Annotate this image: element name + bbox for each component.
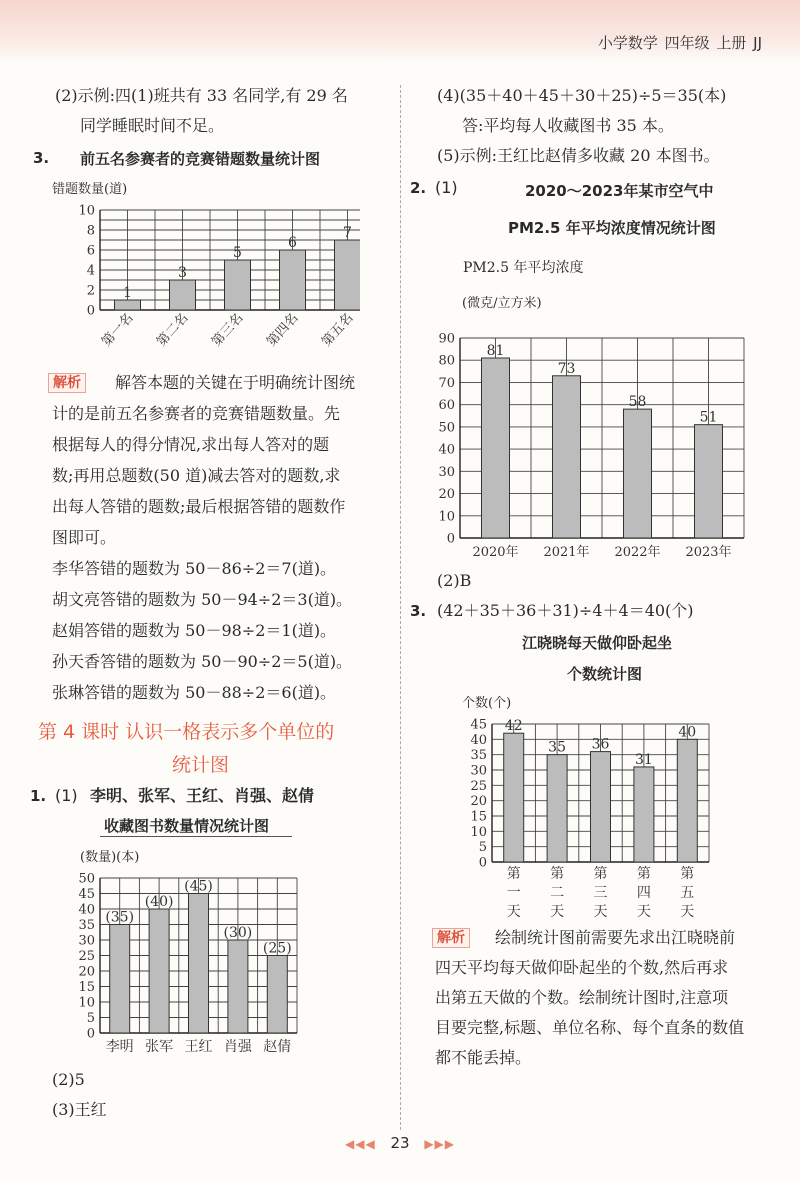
bar (225, 260, 251, 310)
answer-line: (4)(35＋40＋45＋30＋25)÷5＝35(本) (437, 86, 727, 105)
y-tick-label: 35 (78, 918, 95, 933)
bar (547, 755, 567, 862)
category-label: 李明 (105, 1039, 134, 1055)
header-text: 小学数学 四年级 上册 JJ (597, 34, 762, 52)
category-label: 第四名 (264, 310, 302, 350)
analysis-line: 出每人答错的题数;最后根据答错的题数作 (52, 497, 346, 516)
y-tick-label: 20 (470, 794, 487, 810)
bar-value-label: (35) (105, 909, 135, 926)
y-tick-label: 10 (438, 509, 455, 525)
bar-value-label: 31 (634, 751, 653, 768)
question-number: 2. (410, 179, 427, 197)
category-label: 张军 (145, 1039, 174, 1055)
next-page-arrows-icon: ▶▶▶ (424, 1137, 456, 1151)
category-label: 肖强 (223, 1039, 252, 1055)
y-tick-label: 60 (438, 398, 455, 414)
bar (115, 300, 141, 310)
y-tick-label: 15 (470, 809, 487, 825)
y-tick-label: 25 (470, 778, 487, 794)
bar (634, 767, 654, 862)
y-tick-label: 45 (78, 887, 95, 902)
y-tick-label: 35 (470, 748, 487, 764)
bar-value-label: 36 (591, 736, 610, 753)
lesson-title: 第 4 课时 认识一格表示多个单位的 (38, 721, 335, 743)
page-number: 23 (390, 1134, 410, 1152)
analysis-line: 根据每人的得分情况,求出每人答对的题 (52, 435, 330, 454)
y-tick-label: 8 (86, 223, 95, 239)
y-tick-label: 5 (478, 840, 487, 856)
y-tick-label: 20 (438, 487, 455, 503)
answer-line: 同学睡眠时间不足。 (80, 116, 225, 135)
y-tick-label: 0 (478, 855, 487, 871)
y-tick-label: 50 (78, 871, 95, 887)
bar (335, 240, 361, 310)
y-tick-label: 80 (438, 353, 455, 369)
chart-unit-label: (数量)(本) (80, 850, 140, 865)
bar-value-label: 6 (288, 235, 297, 251)
chart-title: 收藏图书数量情况统计图 (104, 817, 270, 835)
bar-value-label: 3 (178, 265, 187, 281)
bar (280, 250, 306, 310)
y-tick-label: 4 (86, 263, 95, 279)
calculation-line: 孙天香答错的题数为 50－90÷2＝5(道)。 (52, 652, 353, 671)
calculation-line: 赵娟答错的题数为 50－98÷2＝1(道)。 (52, 621, 337, 640)
analysis-line: 绘制统计图前需要先求出江晓晓前 (495, 928, 736, 947)
analysis-badge: 解析 (48, 373, 86, 393)
category-label: 第二天 (550, 866, 565, 920)
bar (189, 894, 209, 1034)
chart-situps (455, 712, 745, 922)
analysis-line: 计的是前五名参赛者的竞赛错题数量。先 (52, 404, 341, 423)
y-tick-label: 10 (78, 203, 95, 219)
bar-value-label: (25) (262, 940, 292, 957)
y-tick-label: 50 (438, 420, 455, 436)
bar (170, 280, 196, 310)
answer-line: (2)5 (52, 1070, 85, 1089)
bar-value-label: 35 (548, 739, 567, 756)
category-label: 第四天 (636, 866, 651, 920)
answer-line: (3)王红 (52, 1100, 107, 1119)
chart-unit-label: 错题数量(道) (52, 182, 128, 197)
y-tick-label: 40 (470, 732, 487, 748)
page-header (0, 0, 800, 62)
answer-names: 李明、张军、王红、肖强、赵倩 (90, 786, 315, 805)
calculation-line: 李华答错的题数为 50－86÷2＝7(道)。 (52, 559, 337, 578)
bar (695, 425, 723, 538)
y-tick-label: 70 (438, 375, 455, 391)
y-tick-label: 0 (86, 303, 95, 319)
column-divider (400, 85, 401, 1130)
chart-title-continued: 个数统计图 (567, 665, 643, 683)
chart-title: 前五名参赛者的竞赛错题数量统计图 (80, 150, 321, 168)
chart-title: 江晓晓每天做仰卧起坐 (522, 634, 673, 652)
category-label: 2022年 (614, 545, 661, 560)
y-tick-label: 45 (470, 717, 487, 733)
bar-value-label: 7 (343, 225, 352, 241)
bar (110, 925, 130, 1034)
bar (677, 739, 697, 862)
chart-title-continued: PM2.5 年平均浓度情况统计图 (508, 219, 716, 237)
y-tick-label: 0 (86, 1026, 95, 1042)
y-tick-label: 6 (86, 243, 95, 259)
bar (482, 358, 510, 538)
chart-unit-label: PM2.5 年平均浓度 (463, 260, 584, 276)
bar (267, 956, 287, 1034)
category-label: 2023年 (685, 545, 732, 560)
title-underline (100, 836, 292, 837)
bar-value-label: (40) (144, 894, 174, 910)
prev-page-arrows-icon: ◀◀◀ (344, 1137, 376, 1151)
chart-unit-label: (微克/立方米) (462, 296, 542, 311)
bar-value-label: 40 (678, 724, 697, 741)
analysis-line: 都不能丢掉。 (435, 1048, 532, 1067)
chart-title: 2020～2023年某市空气中 (525, 182, 714, 200)
category-label: 第一天 (506, 866, 521, 920)
category-label: 赵倩 (263, 1039, 292, 1055)
chart-book-collection (55, 868, 315, 1063)
analysis-line: 出第五天做的个数。绘制统计图时,注意项 (435, 988, 729, 1007)
bar-value-label: 1 (123, 285, 132, 301)
answer-line: (42＋35＋36＋31)÷4＋4＝40(个) (437, 601, 694, 620)
bar-value-label: (45) (184, 878, 213, 895)
calculation-line: 张琳答错的题数为 50－88÷2＝6(道)。 (52, 683, 337, 702)
category-label: 2021年 (543, 545, 590, 560)
y-tick-label: 90 (438, 331, 455, 347)
y-tick-label: 10 (78, 995, 95, 1011)
y-tick-label: 25 (78, 949, 95, 964)
question-number: 3. (33, 149, 50, 167)
answer-line: (2)B (437, 571, 472, 590)
y-tick-label: 2 (86, 283, 95, 299)
category-label: 第五名 (319, 310, 357, 350)
analysis-line: 数;再用总题数(50 道)减去答对的题数,求 (52, 466, 341, 485)
y-tick-label: 30 (470, 763, 487, 779)
page-footer (0, 1134, 800, 1152)
category-label: 第一名 (99, 310, 137, 350)
bar-value-label: 5 (233, 245, 242, 261)
bar (553, 376, 581, 538)
y-tick-label: 30 (78, 933, 95, 949)
analysis-line: 目要完整,标题、单位名称、每个直条的数值 (435, 1018, 745, 1037)
bar (624, 409, 652, 538)
category-label: 第三天 (593, 866, 608, 920)
bar-value-label: (30) (223, 925, 253, 941)
bar-value-label: 58 (628, 394, 647, 411)
category-label: 王红 (184, 1039, 213, 1055)
category-label: 第五天 (680, 866, 695, 920)
analysis-badge: 解析 (432, 928, 470, 948)
bar (504, 733, 524, 862)
chart-wrong-answers (40, 196, 360, 371)
y-tick-label: 40 (78, 902, 95, 918)
y-tick-label: 15 (78, 980, 95, 995)
question-part: (1) (55, 786, 78, 805)
calculation-line: 胡文亮答错的题数为 50－94÷2＝3(道)。 (52, 590, 353, 609)
y-tick-label: 5 (86, 1011, 95, 1026)
analysis-line: 四天平均每天做仰卧起坐的个数,然后再求 (435, 958, 729, 977)
bar (591, 752, 611, 862)
question-number: 1. (30, 787, 47, 805)
question-number: 3. (410, 602, 427, 620)
analysis-line: 图即可。 (52, 528, 117, 547)
y-tick-label: 30 (438, 464, 455, 480)
category-label: 第二名 (154, 310, 192, 350)
chart-unit-label: 个数(个) (462, 696, 512, 711)
chart-pm25 (430, 320, 760, 570)
analysis-line: 解答本题的关键在于明确统计图统 (115, 373, 356, 392)
answer-line: 答:平均每人收藏图书 35 本。 (462, 116, 674, 135)
lesson-title-continued: 统计图 (172, 754, 230, 776)
bar (228, 940, 248, 1033)
y-tick-label: 0 (446, 531, 455, 547)
category-label: 2020年 (472, 545, 519, 560)
answer-line: (5)示例:王红比赵倩多收藏 20 本图书。 (437, 146, 720, 165)
bar-value-label: 81 (486, 343, 505, 359)
y-tick-label: 10 (470, 824, 487, 840)
bar-value-label: 51 (699, 409, 718, 426)
question-part: (1) (435, 178, 458, 197)
bar-value-label: 42 (504, 718, 523, 735)
bar-value-label: 73 (557, 360, 576, 377)
y-tick-label: 20 (78, 964, 95, 980)
y-tick-label: 40 (438, 442, 455, 458)
category-label: 第三名 (209, 310, 247, 350)
bar (149, 909, 169, 1033)
answer-line: (2)示例:四(1)班共有 33 名同学,有 29 名 (55, 86, 348, 105)
